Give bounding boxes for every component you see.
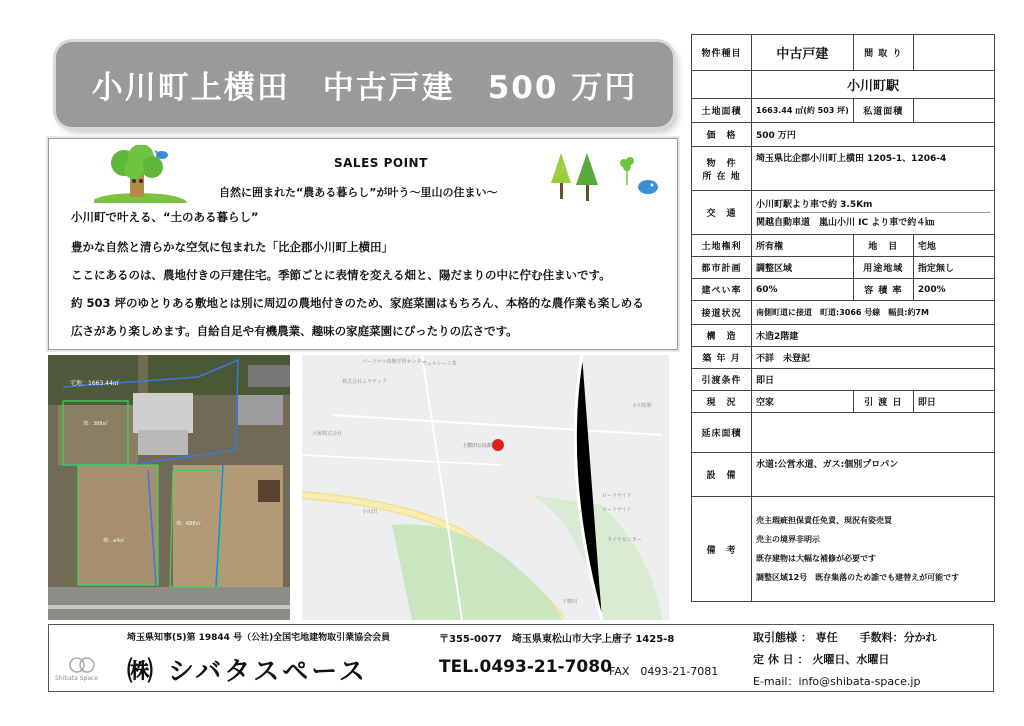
- road-label: 接道状況: [692, 301, 752, 325]
- city-plan-label: 都市計画: [692, 257, 752, 279]
- email-text: E-mail：info@shibata-space.jp: [753, 675, 921, 688]
- status-value: 空家: [752, 391, 854, 413]
- use-zone-label: 用途地域: [853, 257, 913, 279]
- traffic-line-2: 関越自動車道 嵐山小川 IC より車で約４㎞: [756, 218, 935, 228]
- coverage-value: 60%: [752, 279, 854, 301]
- road-value: 南側町道に接道 町道:3066 号線 幅員:約7M: [752, 301, 995, 325]
- bird-icon: [154, 147, 170, 161]
- aerial-photo: [48, 355, 290, 620]
- land-area-value: 1663.44 ㎡(約 503 坪): [752, 99, 854, 123]
- footer: [48, 624, 994, 692]
- page-title: 小川町上横田 中古戸建 500 万円: [91, 70, 638, 106]
- property-spec-table: [691, 34, 995, 602]
- private-road-label: 私道面積: [853, 99, 913, 123]
- remarks-label: 備 考: [692, 497, 752, 602]
- fax-text: FAX 0493-21-7081: [609, 665, 719, 678]
- holiday-text: 定 休 日 ： 火曜日、水曜日: [753, 653, 890, 666]
- sales-line-5: 広さがあり楽しめます。自給自足や有機農業、趣味の家庭菜園にぴったりの広さです。: [71, 324, 518, 338]
- location-value: 埼玉県比企郡小川町上横田 1205-1、1206-4: [752, 147, 995, 191]
- sales-line-3: ここにあるのは、農地付きの戸建住宅。季節ごとに表情を変える畑と、陽だまりの中に佇む住まいです。: [71, 268, 611, 282]
- price-value: 500 万円: [752, 123, 995, 147]
- structure-label: 構 造: [692, 325, 752, 347]
- delivery-cond-value: 即日: [752, 369, 995, 391]
- built-value: 不詳 未登記: [752, 347, 995, 369]
- remark-1: 売主瑕疵担保責任免責、現況有姿売買: [756, 515, 892, 525]
- equipment-value: 水道:公営水道、ガス:個別プロパン: [752, 453, 995, 497]
- remarks-value: [752, 497, 995, 602]
- station-value: 小川町駅: [752, 71, 995, 99]
- map-label-9: ロードサイド: [602, 507, 632, 513]
- rights-value: 所有権: [752, 235, 854, 257]
- location-label-line2: 所 在 地: [702, 171, 741, 182]
- delivery-cond-label: 引渡条件: [692, 369, 752, 391]
- floorplan-label: 間 取 り: [853, 35, 913, 71]
- aerial-label-c: 畑：688㎡: [176, 521, 201, 527]
- chimoku-label: 地 目: [853, 235, 913, 257]
- company-logo-icon: [63, 655, 103, 677]
- equipment-label: 設 備: [692, 453, 752, 497]
- map-label-11: 下横田: [562, 599, 578, 605]
- chimoku-value: 宅地: [913, 235, 994, 257]
- far-label: 容 積 率: [853, 279, 913, 301]
- far-value: 200%: [913, 279, 994, 301]
- remark-4: 調整区域12号 既存集落のため誰でも建替えが可能です: [756, 573, 960, 583]
- map-label-10: タイヤセンター: [607, 537, 642, 543]
- remark-3: 既存建物は大幅な補修が必要です: [756, 554, 876, 563]
- type-value: 中古戸建: [752, 35, 854, 71]
- delivery-date-label: 引 渡 日: [853, 391, 913, 413]
- clover-bird-illustration: [614, 155, 664, 199]
- map-label-2: ウェルシー工業: [422, 361, 457, 367]
- use-zone-value: 指定無し: [913, 257, 994, 279]
- map-label-8: ロードサイド: [602, 493, 632, 499]
- city-plan-value: 調整区域: [752, 257, 854, 279]
- status-label: 現 況: [692, 391, 752, 413]
- tel-text: TEL.0493-21-7080: [439, 657, 612, 677]
- company-name: ㈱ シバタスペース: [127, 657, 368, 687]
- sales-line-2: 豊かな自然と清らかな空気に包まれた「比企郡小川町上横田」: [71, 240, 393, 254]
- license-text: 埼玉県知事(5)第 19844 号（公社)全国宅地建物取引業協会会員: [127, 633, 391, 643]
- deal-text: 取引態様 ： 専任 手数料：分かれ: [753, 631, 937, 644]
- coverage-label: 建ぺい率: [692, 279, 752, 301]
- traffic-value: [752, 191, 995, 235]
- map-label-4: 上横田公民館: [462, 443, 493, 449]
- aerial-label-main: 宅地：1663.44㎡: [70, 380, 119, 387]
- trees-illustration: [549, 151, 604, 203]
- sales-point-box: [48, 138, 678, 350]
- aerial-label-a: 畑：388㎡: [83, 421, 108, 427]
- location-label-line1: 物 件: [706, 158, 737, 169]
- land-area-label: 土地面積: [692, 99, 752, 123]
- logo-text: Shibata Space: [55, 675, 98, 682]
- tree-illustration: [94, 145, 194, 203]
- sales-point-heading: SALES POINT: [334, 156, 428, 170]
- traffic-label: 交 通: [692, 191, 752, 235]
- address-text: 〒355-0077 埼玉県東松山市大字上唐子 1425-8: [439, 634, 675, 645]
- map-label-6: 小川田: [362, 509, 378, 515]
- sales-line-1: 小川町で叶える、“土のある暮らし”: [71, 210, 259, 224]
- remark-2: 売主の境界非明示: [756, 534, 820, 544]
- location-map-graphic: [302, 355, 669, 620]
- sales-line-4: 約 503 坪のゆとりある敷地とは別に周辺の農地付きのため、家庭菜園はもちろん、本格的な農作業も楽しめる: [71, 296, 644, 310]
- aerial-label-b: 畑：a4㎡: [103, 538, 125, 544]
- floor-area-value: [752, 413, 995, 453]
- map-label-7: 小川町駅: [632, 403, 653, 409]
- private-road-value: [913, 99, 994, 123]
- built-label: 築 年 月: [692, 347, 752, 369]
- traffic-line-1: 小川町駅より車で約 3.5Km: [756, 195, 990, 213]
- floorplan-value: [913, 35, 994, 71]
- structure-value: 木造2階建: [752, 325, 995, 347]
- location-map: [302, 355, 669, 620]
- aerial-photo-graphic: [48, 355, 290, 620]
- title-banner: [56, 42, 673, 127]
- delivery-date-value: 即日: [913, 391, 994, 413]
- map-label-1: パーソナル体験学習センター: [362, 359, 427, 365]
- map-label-3: 株式会社ムラテック: [342, 379, 388, 385]
- rights-label: 土地権利: [692, 235, 752, 257]
- price-label: 価 格: [692, 123, 752, 147]
- location-label: [692, 147, 752, 191]
- map-label-5: 大塚株式会社: [312, 431, 343, 437]
- sales-point-subheading: 自然に囲まれた“農ある暮らし”が叶う～里山の住まい～: [219, 186, 498, 199]
- type-label: 物件種目: [692, 35, 752, 71]
- floor-area-label: 延床面積: [692, 413, 752, 453]
